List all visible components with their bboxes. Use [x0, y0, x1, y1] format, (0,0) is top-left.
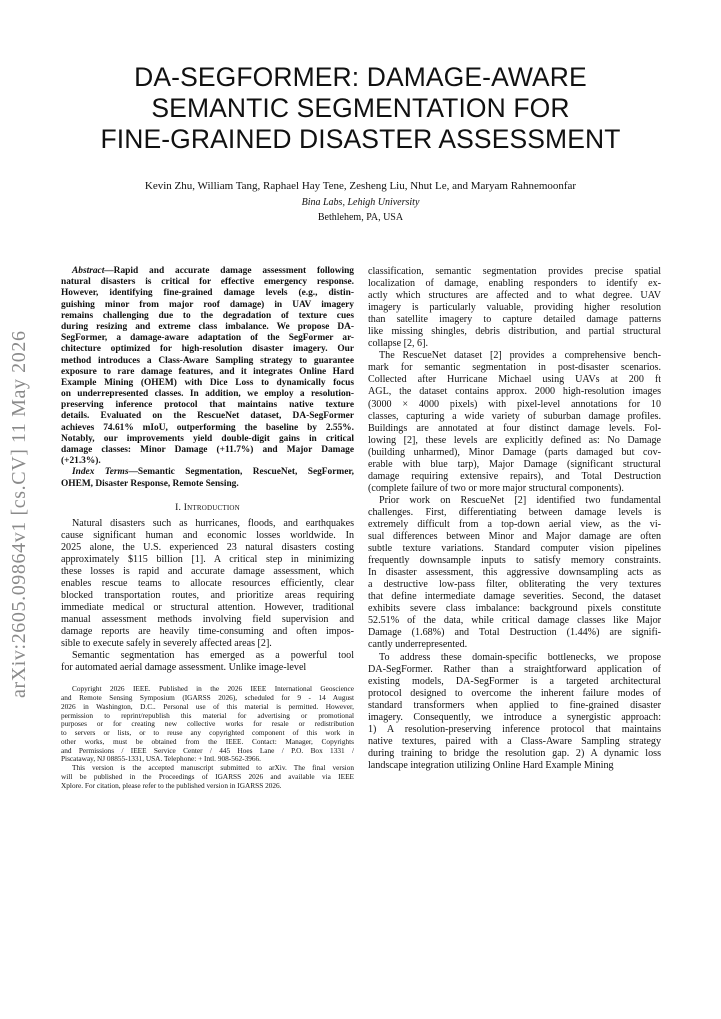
- paragraph-line: lowing [2], these levels are explicitly defined as: No Damage: [368, 434, 661, 446]
- paragraph-line: imagery is particularly valuable, providing higher resolution: [368, 302, 661, 314]
- paragraph-line: enables rescue teams to allocate resources efficiently, clear: [61, 577, 354, 589]
- copyright-line: Piscataway, NJ 08855-1331, USA. Telephone: + Intl. 908-562-3966.: [61, 754, 261, 764]
- abstract-line: (+21.3%).: [61, 456, 101, 467]
- paragraph-line: a destructive low-pass filter, obliterating the very textures: [368, 579, 661, 591]
- paragraph-line: Natural disasters such as hurricanes, floods, and earthquakes: [72, 517, 354, 529]
- paragraph-line: mark for semantic segmentation in post-disaster scenarios.: [368, 362, 661, 374]
- abstract-line: natural disasters is critical for effective emergency response.: [61, 277, 354, 288]
- paragraph-line: sible to execute safely in severely affected areas [2].: [61, 638, 272, 650]
- paragraph-line: erable with blue tarp), Major Damage (significant structural: [368, 458, 661, 470]
- copyright-notice: [61, 685, 354, 790]
- copyright-line: other works, must be obtained from the IEEE. Contact: Manager, Copyrights: [61, 736, 354, 746]
- abstract-line: preserving inference protocol that maintains native texture: [61, 400, 354, 411]
- paragraph-line: for automated aerial damage assessment. Unlike image-level: [61, 662, 307, 674]
- paragraph-line: Buildings are annotated at four distinct damage levels. Fol-: [368, 422, 661, 434]
- abstract-line: Notably, our improvements yield double-digit gains in critical: [61, 433, 354, 444]
- paragraph-line: To address these domain-specific bottlenecks, we propose: [379, 651, 661, 663]
- copyright-line: and Remote Sensing Symposium (IGARSS 2026), scheduled for 9 - 14 August: [61, 693, 354, 703]
- arxiv-stamp: arXiv:2605.09864v1 [cs.CV] 11 May 2026: [8, 330, 30, 698]
- copyright-line: and Permissions / IEEE Service Center / 445 Hoes Lane / P.O. Box 1331 /: [61, 745, 354, 755]
- paragraph-line: cantly underrepresented.: [368, 639, 468, 651]
- paragraph-line: Collected after Hurricane Michael using UAVs at 200 ft: [368, 374, 661, 386]
- abstract-line: remains challenging due to the degradation of texture cues: [61, 310, 354, 321]
- paragraph-line: challenges. First, differentiating between damage levels is: [368, 506, 661, 518]
- paragraph-line: 2025 alone, the U.S. experienced 23 natural disasters costing: [61, 541, 354, 553]
- paragraph-line: approximately $115 billion [1]. A critical step in minimizing: [61, 553, 354, 565]
- paragraph-line: subtle texture variations. Standard computer vision pipelines: [368, 543, 661, 555]
- paragraph-line: that define intermediate damage severities. Second, the dataset: [368, 591, 661, 603]
- paragraph-line: standard transformers when applied to fine-grained disaster: [368, 699, 661, 711]
- paragraph-line: damage reports are heavily time-consuming and often impos-: [61, 626, 354, 638]
- paragraph-line: blocked transportation routes, and prioritize areas requiring: [61, 590, 354, 602]
- author-list: Kevin Zhu, William Tang, Raphael Hay Tene, Zesheng Liu, Nhut Le, and Maryam Rahnemoonfar: [144, 180, 577, 192]
- paragraph-line: The RescueNet dataset [2] provides a comprehensive bench-: [379, 350, 661, 362]
- copyright-line: This version is the accepted manuscript submitted to arXiv. The final version: [72, 763, 354, 773]
- paragraph-line: imagery. Consequently, we introduce a synergistic approach:: [368, 711, 661, 723]
- copyright-line: permission to reprint/republish this material for advertising or promotional: [61, 710, 354, 720]
- paragraph-line: (3000 × 4000 pixels) with pixel-level annotations for 10: [368, 398, 661, 410]
- paragraph-line: manual assessment methods involving field supervision and: [61, 614, 354, 626]
- paragraph-line: landscape integration utilizing Online Hard Example Mining: [368, 759, 614, 771]
- abstract-line: method introduces a Class-Aware Sampling strategy to guarantee: [61, 355, 354, 366]
- paragraph-line: cause significant human and economic losses worldwide. In: [61, 529, 354, 541]
- copyright-line: will be published in the Proceedings of IGARSS 2026 and available via IEEE: [61, 771, 354, 781]
- paragraph-line: immediate medical or structural attention. However, traditional: [61, 602, 354, 614]
- paragraph-line: than satellite imagery to capture detailed damage patterns: [368, 314, 661, 326]
- title-line: SEMANTIC SEGMENTATION FOR: [151, 93, 570, 123]
- left-column: [61, 266, 354, 790]
- paragraph-line: frequently downsample inputs to satisfy memory constraints.: [368, 555, 661, 567]
- paragraph-line: native textures, paired with a Class-Aware Sampling strategy: [368, 735, 661, 747]
- abstract-line: details. Evaluated on the RescueNet dataset, DA-SegFormer: [61, 411, 354, 422]
- copyright-line: Xplore. For citation, please refer to the published version in IGARSS 2026.: [61, 780, 282, 790]
- paragraph-line: DA-SegFormer. Rather than a straightforward application of: [368, 663, 661, 675]
- paragraph-line: collapse [2, 6].: [368, 338, 428, 350]
- section-heading: I. Introduction: [175, 501, 240, 513]
- abstract-line: However, identifying fine-grained damage levels (e.g., distin-: [61, 288, 354, 299]
- paragraph-line: during training to bridge the resolution gap. 2) A dynamic loss: [368, 747, 661, 759]
- affiliation: Bina Labs, Lehigh University: [301, 197, 420, 208]
- copyright-line: 2026 in Washington, D.C.. Personal use of this material is permitted. However,: [61, 701, 354, 711]
- paragraph-line: localization of damage, enabling responders to identify ex-: [368, 278, 661, 290]
- paragraph-line: classification, semantic segmentation provides precise spatial: [368, 266, 661, 277]
- paragraph-line: Prior work on RescueNet [2] identified two fundamental: [379, 494, 661, 506]
- abstract-line: during resizing and extreme class imbalance. We propose DA-: [61, 321, 354, 332]
- paragraph-line: like missing shingles, debris distribution, and partial structural: [368, 326, 661, 338]
- location: Bethlehem, PA, USA: [317, 212, 404, 223]
- index-terms-line: OHEM, Disaster Response, Remote Sensing.: [61, 478, 239, 489]
- paragraph-line: (building unharmed), Minor Damage (parts damaged but cov-: [368, 446, 661, 458]
- paragraph-line: 1) A resolution-preserving inference protocol that maintains: [368, 723, 661, 735]
- abstract-line: achieves 74.61% mIoU, outperforming the baseline by 2.55%.: [61, 422, 354, 433]
- paragraph-line: classes, capturing a wide variety of suburban damage profiles.: [368, 410, 661, 422]
- paragraph-line: AGL, the dataset contains approx. 2000 high-resolution images: [368, 386, 661, 398]
- index-terms-line: Index Terms—Semantic Segmentation, RescueNet, SegFormer,: [72, 467, 354, 478]
- abstract-line: exposure to rare damage features, and it integrates Online Hard: [61, 366, 354, 377]
- title-line: DA-SEGFORMER: DAMAGE-AWARE: [134, 62, 587, 92]
- paragraph-line: these losses is rapid and accurate damage assessment, which: [61, 565, 354, 577]
- intro-text-left: [61, 518, 354, 675]
- right-column: [368, 266, 661, 772]
- abstract-line: chitecture optimized for high-resolution disaster imagery. Our: [61, 344, 354, 355]
- title-line: FINE-GRAINED DISASTER ASSESSMENT: [100, 124, 621, 154]
- paper-title: [60, 62, 661, 155]
- copyright-line: to servers or lists, or to reuse any copyrighted component of this work in: [61, 728, 354, 738]
- abstract-line: on underrepresented classes. In addition, we employ a resolution-: [61, 389, 354, 400]
- paragraph-line: damage requiring extensive repairs), and Total Destruction: [368, 470, 661, 482]
- abstract-line: damage classes: Minor Damage (+11.7%) and Major Damage: [61, 445, 354, 455]
- paragraph-line: In disaster assessment, this aggressive downsampling acts as: [368, 567, 661, 579]
- paragraph-line: 52.51% of the data, while critical damage classes like Major: [368, 615, 661, 627]
- paragraph-line: existing models, DA-SegFormer is a targeted architectural: [368, 675, 661, 687]
- copyright-line: purposes or for creating new collective works for resale or redistribution: [61, 719, 354, 729]
- paragraph-line: sual differences between Minor and Major damage are often: [368, 531, 661, 543]
- paragraph-line: (complete failure of two or more major structural components).: [368, 482, 624, 494]
- paragraph-line: Semantic segmentation has emerged as a powerful tool: [72, 650, 354, 662]
- paragraph-line: actly which structures are affected and to what degree. UAV: [368, 290, 661, 302]
- intro-text-right: [368, 266, 661, 772]
- index-terms: [61, 467, 354, 489]
- abstract-line: SegFormer, a damage-aware adaptation of the SegFormer ar-: [61, 333, 354, 344]
- abstract-line: Abstract—Rapid and accurate damage assessment following: [72, 266, 354, 276]
- paragraph-line: Damage (1.68%) and Total Destruction (1.44%) are signifi-: [368, 627, 661, 639]
- abstract: [61, 266, 354, 467]
- paragraph-line: protocol designed to overcome the inherent failure modes of: [368, 687, 661, 699]
- paragraph-line: exhibits severe class imbalance: background pixels constitute: [368, 603, 661, 615]
- abstract-line: Example Mining (OHEM) with Dice Loss to dynamically focus: [61, 377, 354, 388]
- paragraph-line: extremely difficult from a top-down aerial view, as the vi-: [368, 518, 661, 530]
- copyright-line: Copyright 2026 IEEE. Published in the 2026 IEEE International Geoscience: [72, 684, 354, 694]
- abstract-line: guishing minor from major roof damage) in UAV imagery: [61, 299, 354, 310]
